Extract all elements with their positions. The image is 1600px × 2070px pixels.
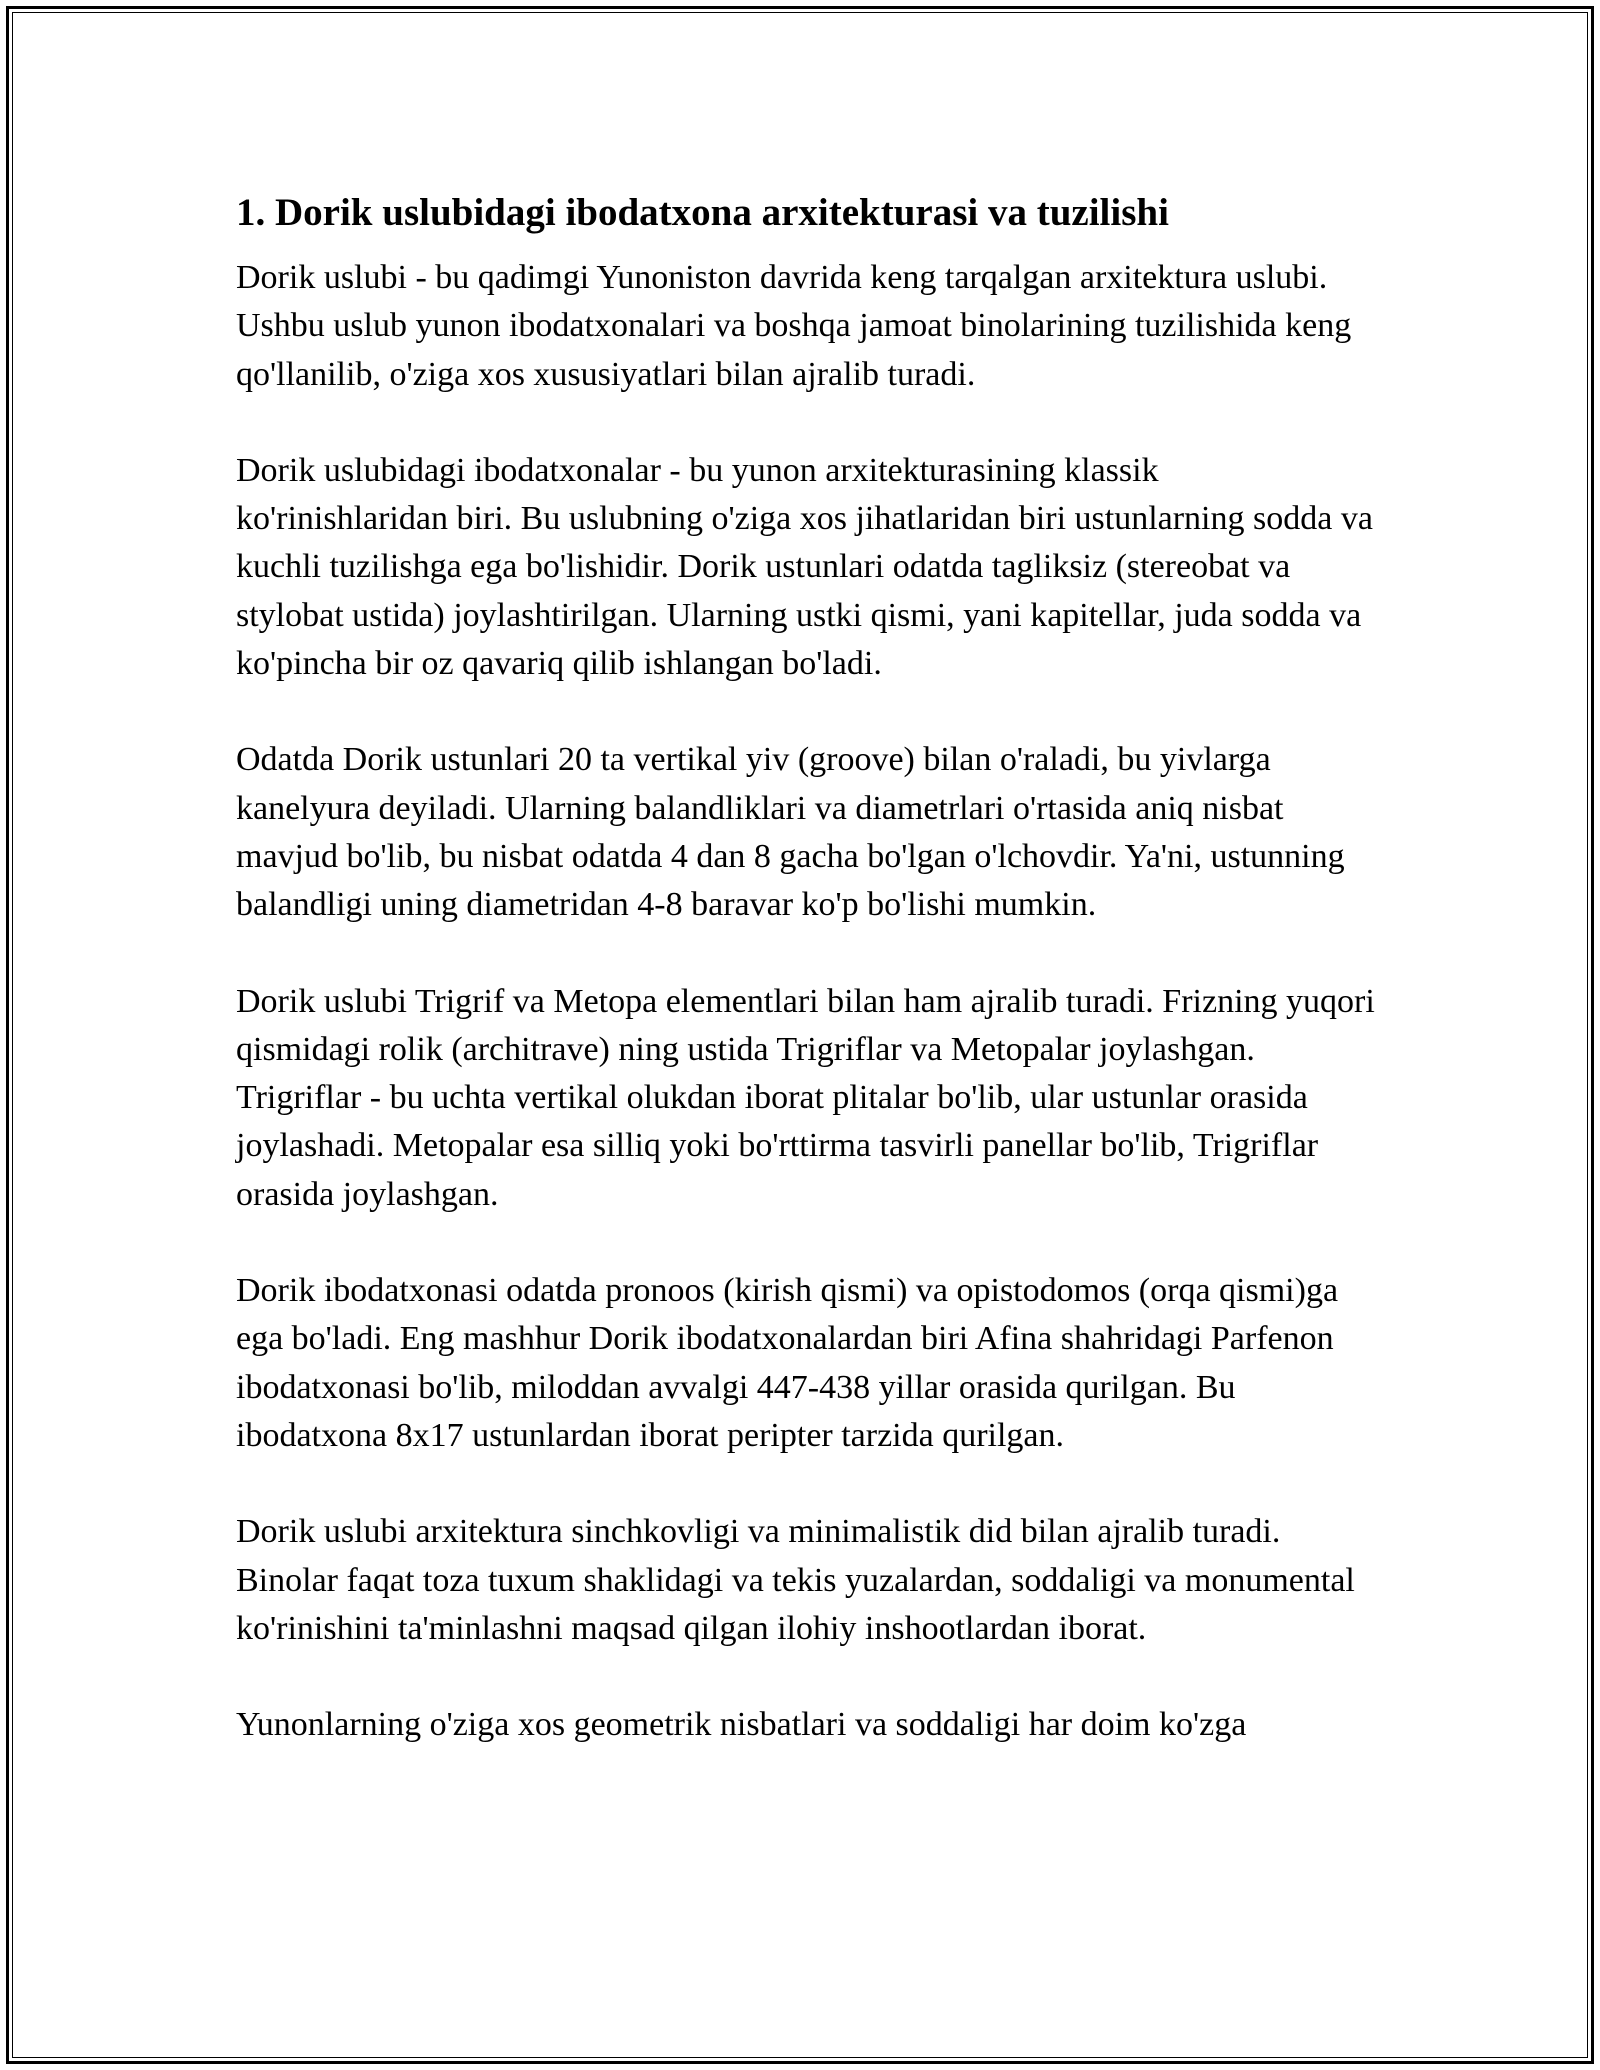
paragraph-parthenon: Dorik ibodatxonasi odatda pronoos (kirish qismi) va opistodomos (orqa qismi)ga ega bo'ladi. Eng mashhur Dorik ibodatxonalardan biri Afina shahridagi Parfenon ibodatxonasi bo'lib, miloddan avvalgi 447-438 yillar orasida qurilgan. Bu ibodatxona 8x17 ustunlardan iborat peripter tarzida qurilgan. [236, 1272, 1339, 1454]
document-body [236, 186, 1376, 1797]
section-heading: 1. Dorik uslubidagi ibodatxona arxitekturasi va tuzilishi [236, 191, 1169, 234]
paragraph-triglyphs: Dorik uslubi Trigrif va Metopa elementlari bilan ham ajralib turadi. Frizning yuqori qismidagi rolik (architrave) ning ustida Trigriflar va Metopalar joylashgan. Trigriflar - bu uchta vertikal olukdan iborat plitalar bo'lib, ular ustunlar orasida joylashadi. Metopalar esa silliq yoki bo'rttirma tasvirli panellar bo'lib, Trigriflar orasida joylashgan. [236, 982, 1375, 1213]
paragraph-temples: Dorik uslubidagi ibodatxonalar - bu yunon arxitekturasining klassik ko'rinishlaridan biri. Bu uslubning o'ziga xos jihatlaridan biri ustunlarning sodda va kuchli tuzilishga ega bo'lishidir. Dorik ustunlari odatda tagliksiz (stereobat va stylobat ustida) joylashtirilgan. Ularning ustki qismi, yani kapitellar, juda sodda va ko'pincha bir oz qavariq qilib ishlangan bo'ladi. [236, 451, 1373, 683]
paragraph-intro: Dorik uslubi - bu qadimgi Yunoniston davrida keng tarqalgan arxitektura uslubi. Ushbu uslub yunon ibodatxonalari va boshqa jamoat binolarining tuzilishida keng qo'llanilib, o'ziga xos xususiyatlari bilan ajralib turadi. [236, 259, 1352, 393]
paragraph-columns: Odatda Dorik ustunlari 20 ta vertikal yiv (groove) bilan o'raladi, bu yivlarga kanelyura deyiladi. Ularning balandliklari va diametrlari o'rtasida aniq nisbat mavjud bo'lib, bu nisbat odatda 4 dan 8 gacha bo'lgan o'lchovdir. Ya'ni, ustunning balandligi uning diametridan 4-8 baravar ko'p bo'lishi mumkin. [236, 741, 1345, 924]
paragraph-minimalism: Dorik uslubi arxitektura sinchkovligi va minimalistik did bilan ajralib turadi. Binolar faqat toza tuxum shaklidagi va tekis yuzalardan, soddaligi va monumental ko'rinishini ta'minlashni maqsad qilgan ilohiy inshootlardan iborat. [236, 1513, 1355, 1647]
paragraph-geometry: Yunonlarning o'ziga xos geometrik nisbatlari va soddaligi har doim ko'zga [236, 1706, 1247, 1744]
